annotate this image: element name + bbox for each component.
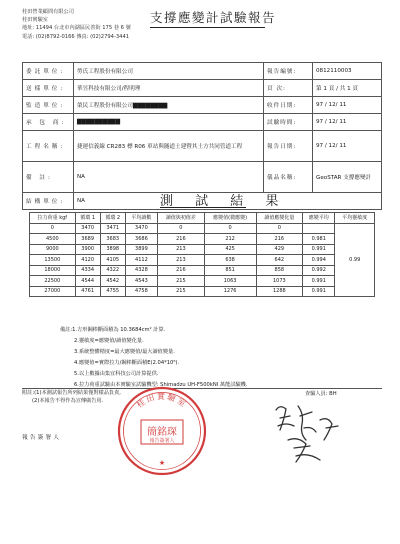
spec-label: 備 註: (23, 162, 74, 193)
client-value: 勞氏工程股份有限公司 (74, 63, 264, 80)
report-title: 支撐應變計試驗報告 (150, 10, 277, 25)
table-row (30, 276, 375, 287)
results-title-underline (160, 207, 246, 208)
col-change: 讀值應變化量 (256, 213, 302, 224)
cell: 1276 (204, 286, 256, 297)
cell: 3470 (125, 223, 157, 234)
cell: 4328 (125, 265, 157, 276)
stamp-name: 簡銘琛 (147, 427, 177, 438)
cell: 0.991 (303, 276, 335, 287)
report-no-label: 報告編號: (264, 63, 313, 80)
cell: 3900 (75, 244, 100, 255)
cell: 216 (158, 265, 204, 276)
col-cycle2: 循環 2 (100, 213, 125, 224)
remark-4: 4.應變值=實際拉力/鋼棒斷面積E(2.04*10⁶). (74, 360, 180, 366)
reviewer-value: BH (329, 391, 337, 397)
info-table (22, 62, 382, 210)
cell: 858 (256, 265, 302, 276)
cell: 13500 (30, 255, 76, 266)
cell: 1063 (204, 276, 256, 287)
received-value: 97 / 12/ 11 (313, 97, 382, 114)
footnote-2: (2)本報告不得作為宣傳廣告用. (32, 397, 104, 404)
cell: 425 (204, 244, 256, 255)
remark-2: 2.靈敏度=應變值/讀值變化量. (74, 338, 144, 344)
address: 地址: 11494 台北市內湖區民善街 175 巷 6 號 (22, 25, 131, 32)
cell: 216 (256, 234, 302, 245)
cell: 4758 (125, 286, 157, 297)
svg-text:★: ★ (158, 459, 166, 467)
avg-sensitivity: 0.99 (335, 223, 375, 297)
cell: 3470 (75, 223, 100, 234)
cell: 213 (158, 255, 204, 266)
department: 桂田實驗室 (22, 17, 48, 24)
table-row (30, 286, 375, 297)
cell: 4500 (30, 234, 76, 245)
client-label: 委託單位: (23, 63, 74, 80)
cell: 4542 (100, 276, 125, 287)
results-header-row (30, 213, 375, 224)
tested-label: 試驗時間: (264, 114, 313, 131)
contractor-value: 榮民工程股份有限公司▇▇▇▇▇▇▇▇ (74, 97, 264, 114)
cell: 22500 (30, 276, 76, 287)
cell: 0.992 (303, 265, 335, 276)
title-underline (150, 27, 265, 28)
cell: 4105 (100, 255, 125, 266)
col-strain: 應變值(微應變) (204, 213, 256, 224)
cell: 4543 (125, 276, 157, 287)
page-value: 第 1 頁 / 共 1 頁 (313, 80, 382, 97)
cell: 216 (158, 234, 204, 245)
result-value: NA (74, 193, 382, 210)
phone: 電話: (02)8792-0166 傳真: (02)2794-3441 (22, 33, 130, 40)
table-row (30, 244, 375, 255)
col-strain-avg: 應變平均 (303, 213, 335, 224)
results-title: 測 試 結 果 (160, 194, 288, 209)
cell: 0 (256, 223, 302, 234)
cell: 1288 (256, 286, 302, 297)
cell: 0 (30, 223, 76, 234)
cell: 0 (158, 223, 204, 234)
cell: 642 (256, 255, 302, 266)
reported-label: 報告日期: (264, 131, 313, 162)
project-value: 捷運信義線 CR283 標 R06 車站與隧道土建暨其土方共同管道工程 (74, 131, 264, 162)
reported-value: 97 / 12/ 11 (313, 131, 382, 162)
col-load: 拉力荷重 kgf (30, 213, 76, 224)
cell: 3686 (125, 234, 157, 245)
table-row (30, 223, 375, 234)
received-label: 收件日期: (264, 97, 313, 114)
result-label: 結構單位: (23, 193, 74, 210)
cell: 851 (204, 265, 256, 276)
product-label: 儀品名稱: (264, 162, 313, 193)
col-avg: 平均讀數 (125, 213, 157, 224)
cell: 215 (158, 276, 204, 287)
cell: 4544 (75, 276, 100, 287)
cell: 3898 (100, 244, 125, 255)
cell (303, 223, 335, 234)
cell: 1073 (256, 276, 302, 287)
signer-label: 報告簽署人 (22, 435, 61, 441)
cell: 0.991 (303, 286, 335, 297)
table-row (30, 265, 375, 276)
tested-value: 97 / 12/ 11 (313, 114, 382, 131)
svg-text:桂田實驗室 (135, 391, 190, 410)
company-name: 桂田營業顧問有限公司 (22, 9, 74, 15)
cell: 638 (204, 255, 256, 266)
project-label: 工程名稱: (23, 131, 74, 162)
stamp-role: 報告簽署人 (149, 438, 175, 444)
remark-5: 5.以上數據由集宜科技公司計算提供. (74, 371, 159, 377)
cell: 429 (256, 244, 302, 255)
remark-3: 3.系統整體精度=最大應變值/最大讀值變量. (74, 349, 175, 355)
reviewer (305, 390, 337, 397)
cell: 4120 (75, 255, 100, 266)
cell: 4334 (75, 265, 100, 276)
cell: 0.991 (303, 244, 335, 255)
footnote-1: 附註:(1)本測試報告所列結果僅對樣品負責, (22, 390, 121, 396)
cell: 0.994 (303, 255, 335, 266)
maker-label: 送樣單位: (23, 80, 74, 97)
footnotes (22, 390, 121, 405)
cell: 215 (158, 286, 204, 297)
lab-header (22, 8, 131, 41)
remark-1: 備註:1.方形鋼棒斷面積為 10.3684cm² 計算. (60, 327, 166, 333)
cell: 212 (204, 234, 256, 245)
cell: 3689 (75, 234, 100, 245)
cell: 4112 (125, 255, 157, 266)
red-seal-stamp (116, 385, 208, 477)
results-table (29, 212, 375, 297)
table-row (30, 255, 375, 266)
col-cycle1: 循環 1 (75, 213, 100, 224)
remark-6: 6.拉力荷重試驗由本實驗室試驗機型: Shimadzu UH-F500kNI 萬能試驗機. (74, 382, 248, 388)
spec-value: NA (74, 162, 264, 193)
report-no-value: 0812110003 (313, 63, 382, 80)
maker-value: 華昱科技有限公司/程明理 (74, 80, 264, 97)
cell: 213 (158, 244, 204, 255)
cell: 4761 (75, 286, 100, 297)
handwritten-signature (268, 400, 348, 470)
reviewer-label: 查驗人員: (305, 391, 328, 397)
cell: 4755 (100, 286, 125, 297)
contractor2-value: ▇▇▇▇▇▇▇▇▇▇ (74, 114, 264, 131)
page-label: 頁 次: (264, 80, 313, 97)
table-row (30, 234, 375, 245)
cell: 3471 (100, 223, 125, 234)
cell: 4322 (100, 265, 125, 276)
product-value: GeoSTAR 支撐應變計 (313, 162, 382, 193)
stamp-top-text: 桂田實驗室 (135, 392, 189, 410)
cell: 3683 (100, 234, 125, 245)
cell: 0 (204, 223, 256, 234)
col-sensitivity: 平均靈敏度 (335, 213, 375, 224)
cell: 9000 (30, 244, 76, 255)
cell: 27000 (30, 286, 76, 297)
col-diff: 讀值與初值差 (158, 213, 204, 224)
contractor-label: 監造單位: (23, 97, 74, 114)
remarks (60, 325, 247, 391)
cell: 18000 (30, 265, 76, 276)
cell: 3899 (125, 244, 157, 255)
cell: 0.981 (303, 234, 335, 245)
contractor2-label: 承 包 商: (23, 114, 74, 131)
